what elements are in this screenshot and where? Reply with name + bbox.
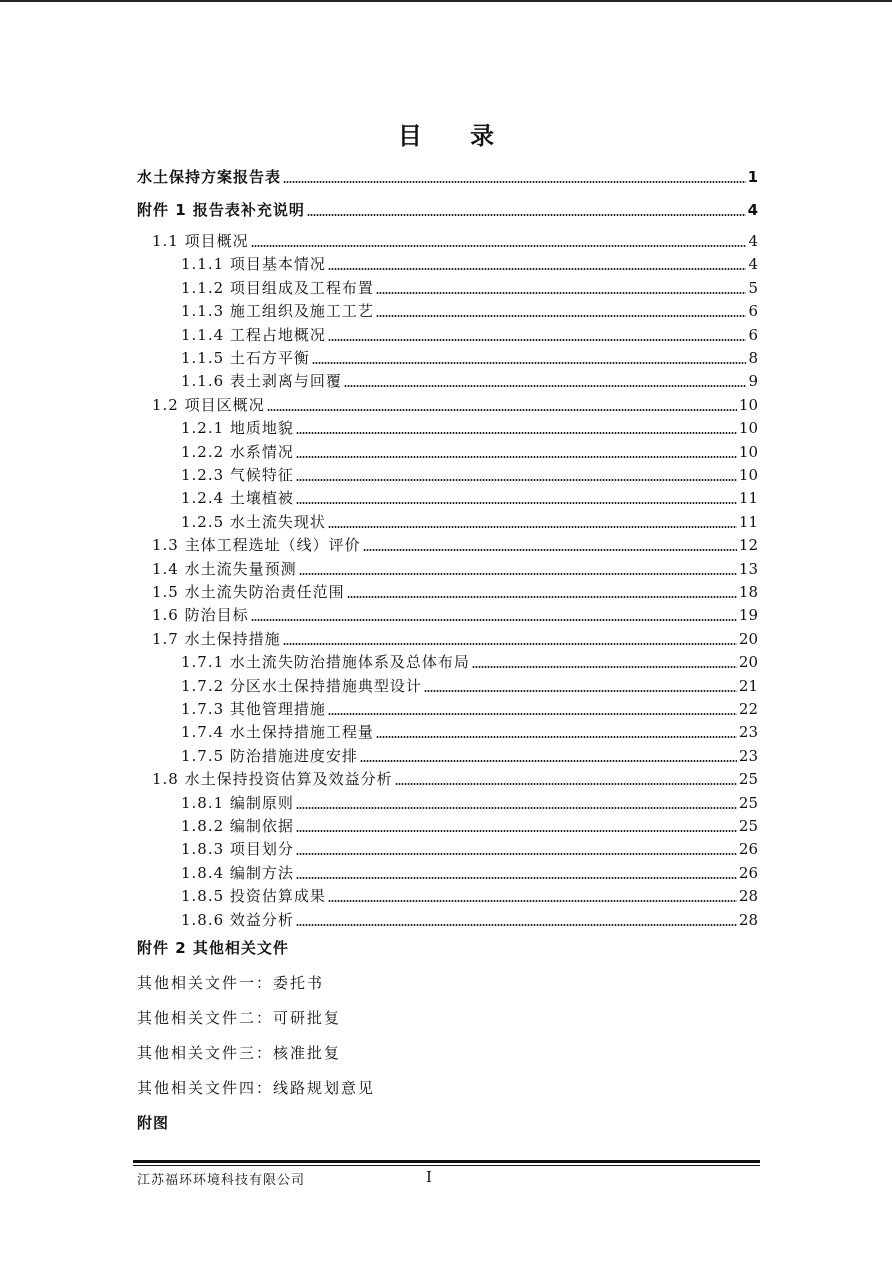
toc-dot-leader — [296, 830, 737, 832]
toc-entry-page: 20 — [738, 653, 758, 672]
toc-entry-page: 8 — [748, 349, 758, 367]
toc-entry[interactable] — [181, 651, 758, 673]
toc-dot-leader — [424, 690, 737, 692]
toc-entry[interactable] — [181, 370, 758, 392]
toc-entry-title: 1.2.4 土壤植被 — [181, 489, 294, 508]
toc-entry-page: 23 — [738, 746, 758, 765]
toc-entry-page: 21 — [738, 676, 758, 695]
toc-dot-leader — [376, 292, 747, 294]
toc-entry-page: 25 — [738, 793, 758, 812]
toc-entry[interactable] — [181, 300, 758, 322]
toc-entry-page: 26 — [738, 840, 758, 859]
toc-entry[interactable] — [181, 441, 758, 463]
toc-entry-page: 4 — [747, 201, 758, 219]
toc-entry[interactable] — [181, 675, 758, 697]
toc-entry-title: 1.7 水土保持措施 — [152, 629, 281, 648]
toc-entry[interactable] — [181, 815, 758, 837]
toc-entry-page: 11 — [738, 512, 758, 531]
top-border — [0, 0, 892, 2]
toc-entry-page: 19 — [738, 606, 758, 625]
toc-entry-title: 1.2 项目区概况 — [152, 395, 265, 414]
toc-dot-leader — [328, 900, 737, 902]
toc-entry-page: 26 — [738, 863, 758, 882]
toc-entry-page: 28 — [738, 887, 758, 906]
toc-entry-title: 1.6 防治目标 — [152, 606, 249, 625]
toc-dot-leader — [296, 877, 737, 879]
toc-entry-page: 4 — [748, 255, 758, 274]
toc-entry-title: 1.8.2 编制依据 — [181, 817, 294, 835]
toc-dot-leader — [296, 924, 737, 926]
toc-entry-title: 1.7.5 防治措施进度安排 — [181, 746, 358, 765]
toc-entry-title: 1.2.2 水系情况 — [181, 442, 294, 461]
toc-entry-title: 1.2.1 地质地貌 — [181, 419, 294, 438]
toc-dot-leader — [344, 385, 747, 387]
toc-dot-leader — [296, 479, 737, 481]
toc-entry-title: 1.1.6 表土剥离与回覆 — [181, 372, 342, 391]
toc-entry[interactable] — [181, 487, 758, 509]
toc-entry-page: 6 — [748, 325, 758, 344]
toc-dot-leader — [376, 736, 737, 738]
toc-entry-title: 1.1.4 工程占地概况 — [181, 325, 326, 344]
toc-entry[interactable] — [181, 324, 758, 346]
toc-dot-leader — [360, 760, 737, 762]
toc-entry[interactable] — [152, 534, 758, 556]
toc-entry-title: 1.7.4 水土保持措施工程量 — [181, 723, 374, 742]
toc-dot-leader — [328, 713, 737, 715]
toc-dot-leader — [283, 181, 746, 183]
toc-entry-title: 1.8.1 编制原则 — [181, 793, 294, 812]
toc-dot-leader — [328, 339, 747, 341]
toc-dot-leader — [299, 573, 737, 575]
toc-entry[interactable] — [152, 628, 758, 650]
toc-entry-title: 1.7.1 水土流失防治措施体系及总体布局 — [181, 653, 470, 672]
toc-entry[interactable] — [181, 511, 758, 533]
toc-entry-page: 10 — [738, 419, 758, 438]
toc-dot-leader — [296, 853, 737, 855]
toc-entry-title: 1.1.3 施工组织及施工工艺 — [181, 302, 374, 321]
toc-entry[interactable] — [152, 230, 758, 252]
toc-dot-leader — [296, 432, 737, 434]
toc-entry-title: 1.2.3 气候特征 — [181, 466, 294, 484]
toc-entry[interactable] — [181, 698, 758, 720]
toc-entry[interactable] — [181, 909, 758, 931]
toc-entry-title: 1.1 项目概况 — [152, 232, 249, 250]
page-title: 目 录 — [397, 122, 515, 150]
toc-dot-leader — [312, 362, 747, 364]
toc-entry-title: 1.7.2 分区水土保持措施典型设计 — [181, 676, 422, 695]
toc-dot-leader — [283, 643, 737, 645]
toc-entry-page: 5 — [748, 278, 758, 297]
toc-entry-title: 1.8.4 编制方法 — [181, 863, 294, 882]
toc-dot-leader — [267, 409, 737, 411]
toc-entry[interactable] — [152, 604, 758, 626]
toc-entry-page: 22 — [738, 700, 758, 718]
appendix2-item: 其他相关文件二：可研批复 — [137, 1009, 342, 1027]
toc-entry-page: 25 — [738, 770, 758, 789]
toc-entry[interactable] — [181, 347, 758, 369]
toc-dot-leader — [296, 502, 737, 504]
toc-dot-leader — [472, 666, 737, 668]
footer-company: 江苏福环环境科技有限公司 — [137, 1173, 306, 1188]
toc-entry[interactable] — [181, 862, 758, 884]
toc-entry-title: 水土保持方案报告表 — [137, 168, 282, 186]
toc-entry[interactable] — [181, 417, 758, 439]
appendix2-item: 其他相关文件四：线路规划意见 — [137, 1079, 376, 1097]
toc-entry-page: 28 — [738, 910, 758, 929]
toc-entry-title: 附件 1 报告表补充说明 — [137, 201, 305, 219]
toc-dot-leader — [395, 783, 737, 785]
toc-entry-page: 10 — [738, 442, 758, 461]
toc-entry[interactable] — [181, 721, 758, 743]
toc-dot-leader — [296, 807, 737, 809]
toc-entry-page: 4 — [748, 232, 758, 250]
footer-divider — [133, 1160, 760, 1163]
toc-entry-page: 23 — [738, 723, 758, 742]
toc-entry-title: 1.8.5 投资估算成果 — [181, 887, 326, 906]
toc-entry-page: 12 — [738, 536, 758, 555]
toc-entry[interactable] — [181, 277, 758, 299]
toc-dot-leader — [296, 456, 737, 458]
toc-entry[interactable] — [181, 792, 758, 814]
toc-entry-page: 10 — [738, 466, 758, 484]
toc-entry[interactable] — [152, 394, 758, 416]
toc-entry-page: 18 — [738, 583, 758, 601]
figures-heading: 附图 — [137, 1114, 170, 1132]
toc-entry-title: 1.8.6 效益分析 — [181, 910, 294, 929]
toc-entry-page: 6 — [748, 302, 758, 321]
toc-entry-page: 11 — [738, 489, 758, 508]
toc-entry-title: 1.1.5 土石方平衡 — [181, 349, 310, 367]
appendix2-item: 其他相关文件一：委托书 — [137, 974, 325, 992]
toc-entry[interactable] — [181, 745, 758, 767]
toc-entry-title: 1.1.1 项目基本情况 — [181, 255, 326, 274]
footer-divider-thin — [133, 1165, 760, 1166]
toc-entry[interactable] — [152, 581, 758, 603]
toc-entry-title: 1.1.2 项目组成及工程布置 — [181, 278, 374, 297]
toc-entry-page: 13 — [738, 559, 758, 578]
toc-entry[interactable] — [181, 885, 758, 907]
toc-entry-page: 1 — [747, 168, 758, 186]
toc-entry[interactable] — [137, 199, 758, 221]
toc-entry-page: 20 — [738, 629, 758, 648]
toc-entry-title: 1.5 水土流失防治责任范围 — [152, 583, 345, 601]
appendix2-heading: 附件 2 其他相关文件 — [137, 939, 289, 957]
toc-dot-leader — [328, 268, 747, 270]
toc-dot-leader — [363, 549, 737, 551]
toc-dot-leader — [251, 245, 747, 247]
toc-dot-leader — [347, 596, 737, 598]
toc-entry[interactable] — [181, 253, 758, 275]
toc-entry-title: 1.7.3 其他管理措施 — [181, 700, 326, 718]
toc-entry-title: 1.8 水土保持投资估算及效益分析 — [152, 770, 393, 789]
footer-page-number: I — [426, 1168, 432, 1186]
toc-entry-page: 9 — [748, 372, 758, 391]
appendix2-item: 其他相关文件三：核准批复 — [137, 1044, 342, 1062]
toc-dot-leader — [307, 214, 746, 216]
toc-entry-title: 1.8.3 项目划分 — [181, 840, 294, 859]
toc-entry[interactable] — [152, 558, 758, 580]
toc-dot-leader — [328, 526, 737, 528]
toc-entry[interactable] — [152, 768, 758, 790]
toc-entry[interactable] — [181, 838, 758, 860]
toc-dot-leader — [376, 315, 747, 317]
toc-entry-title: 1.3 主体工程选址（线）评价 — [152, 536, 361, 555]
toc-entry-page: 25 — [738, 817, 758, 835]
toc-entry-title: 1.2.5 水土流失现状 — [181, 512, 326, 531]
toc-dot-leader — [251, 619, 737, 621]
toc-entry-title: 1.4 水土流失量预测 — [152, 559, 297, 578]
toc-entry[interactable] — [181, 464, 758, 486]
toc-entry[interactable] — [137, 166, 758, 188]
toc-entry-page: 10 — [738, 395, 758, 414]
